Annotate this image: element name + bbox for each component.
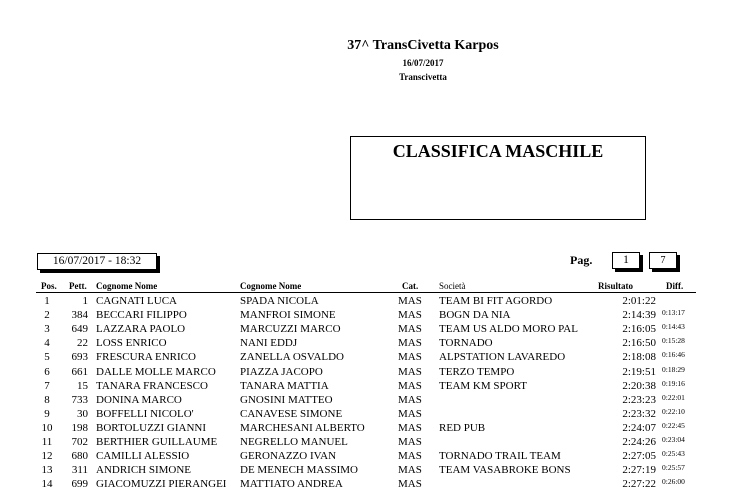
cell-pos: 10 — [41, 421, 53, 434]
cell-diff: 0:13:17 — [662, 308, 685, 318]
cell-diff: 0:18:29 — [662, 364, 685, 374]
cell-diff: 0:22:01 — [662, 392, 685, 402]
cell-cat: MAS — [398, 295, 422, 307]
cell-ris: 2:24:26 — [622, 436, 656, 448]
classification-title: CLASSIFICA MASCHILE — [392, 141, 604, 161]
cell-pett: 649 — [71, 323, 88, 336]
cell-nome1: DALLE MOLLE MARCO — [96, 365, 216, 378]
cell-pos: 9 — [44, 407, 50, 420]
cell-pos: 14 — [41, 478, 53, 491]
cell-diff: 0:19:16 — [662, 378, 685, 388]
cell-ris: 2:27:22 — [622, 478, 656, 491]
cell-ris: 2:14:39 — [622, 309, 656, 322]
cell-nome2: NANI EDDJ — [240, 337, 298, 350]
cell-ris: 2:19:51 — [622, 365, 656, 378]
cell-diff: 0:22:10 — [662, 406, 685, 416]
cell-cat: MAS — [398, 464, 422, 477]
classification-box — [350, 136, 646, 220]
cell-nome2: SPADA NICOLA — [240, 295, 319, 307]
cell-nome1: BERTHIER GUILLAUME — [96, 436, 218, 448]
cell-pos: 2 — [44, 309, 50, 322]
cell-cat: MAS — [398, 478, 422, 491]
cell-pos: 1 — [44, 295, 50, 307]
cell-nome1: LOSS ENRICO — [96, 337, 167, 350]
cell-pos: 7 — [44, 379, 50, 392]
col-ris: Risultato — [598, 281, 634, 291]
cell-nome1: CAMILLI ALESSIO — [96, 450, 190, 463]
cell-soc: TORNADO — [439, 337, 493, 350]
cell-pos: 6 — [44, 365, 50, 378]
cell-nome2: CANAVESE SIMONE — [240, 407, 343, 420]
cell-pett: 311 — [71, 464, 88, 477]
cell-pos: 8 — [44, 393, 50, 406]
print-datetime: 16/07/2017 - 18:32 — [37, 253, 157, 270]
cell-pos: 12 — [41, 450, 53, 463]
cell-pett: 30 — [77, 407, 88, 420]
cell-nome2: ZANELLA OSVALDO — [240, 351, 344, 364]
cell-pett: 661 — [71, 365, 88, 378]
cell-pett: 733 — [71, 393, 88, 406]
cell-cat: MAS — [398, 323, 422, 336]
cell-nome2: DE MENECH MASSIMO — [240, 464, 358, 477]
cell-pos: 3 — [44, 323, 50, 336]
cell-nome1: BOFFELLI NICOLO' — [96, 407, 194, 420]
cell-ris: 2:16:50 — [622, 337, 656, 350]
cell-nome1: TANARA FRANCESCO — [96, 379, 208, 392]
cell-nome2: MANFROI SIMONE — [240, 309, 336, 322]
table-row — [0, 407, 741, 421]
table-row — [0, 435, 741, 449]
col-cat: Cat. — [402, 281, 419, 291]
col-nome1: Cognome Nome — [96, 281, 158, 291]
page-current: 1 — [612, 252, 640, 269]
cell-ris: 2:23:32 — [622, 407, 656, 420]
table-row — [0, 308, 741, 322]
cell-cat: MAS — [398, 421, 422, 434]
cell-soc: TERZO TEMPO — [439, 365, 515, 378]
table-row — [0, 336, 741, 350]
table-row — [0, 463, 741, 477]
cell-ris: 2:27:05 — [622, 450, 656, 463]
table-row — [0, 350, 741, 364]
cell-diff: 0:22:45 — [662, 420, 685, 430]
cell-soc: BOGN DA NIA — [439, 309, 511, 322]
cell-ris: 2:01:22 — [622, 295, 656, 307]
table-row — [0, 365, 741, 379]
col-pos: Pos. — [41, 281, 57, 291]
cell-diff: 0:16:46 — [662, 350, 685, 360]
cell-nome2: TANARA MATTIA — [240, 379, 329, 392]
cell-ris: 2:23:23 — [622, 393, 656, 406]
race-title: 37^ TransCivetta Karpos — [347, 38, 499, 53]
cell-soc: ALPSTATION LAVAREDO — [439, 351, 566, 364]
race-date: 16/07/2017 — [402, 58, 444, 68]
table-row — [0, 477, 741, 491]
cell-ris: 2:18:08 — [622, 351, 656, 364]
cell-nome1: LAZZARA PAOLO — [96, 323, 186, 336]
table-row — [0, 449, 741, 463]
cell-nome1: ANDRICH SIMONE — [96, 464, 192, 477]
cell-pett: 384 — [71, 309, 88, 322]
cell-soc: TEAM BI FIT AGORDO — [439, 295, 553, 307]
page-label: Pag. — [570, 253, 593, 267]
col-soc: Società — [439, 281, 466, 291]
cell-nome2: MARCHESANI ALBERTO — [240, 421, 365, 434]
cell-diff: 0:23:04 — [662, 435, 685, 444]
table-row — [0, 294, 741, 308]
table-row — [0, 322, 741, 336]
cell-soc: TORNADO TRAIL TEAM — [439, 450, 561, 463]
col-nome2: Cognome Nome — [240, 281, 302, 291]
cell-pett: 1 — [82, 295, 88, 307]
cell-soc: RED PUB — [439, 421, 486, 434]
cell-cat: MAS — [398, 450, 422, 463]
table-row — [0, 421, 741, 435]
cell-pett: 198 — [71, 421, 88, 434]
col-pett: Pett. — [69, 281, 87, 291]
cell-diff: 0:26:00 — [662, 477, 685, 487]
cell-nome1: FRESCURA ENRICO — [96, 351, 196, 364]
cell-ris: 2:20:38 — [622, 379, 656, 392]
cell-pos: 4 — [44, 337, 50, 350]
cell-pett: 15 — [77, 379, 88, 392]
col-diff: Diff. — [666, 281, 684, 291]
cell-cat: MAS — [398, 379, 422, 392]
cell-nome2: GERONAZZO IVAN — [240, 450, 337, 463]
cell-nome2: GNOSINI MATTEO — [240, 393, 333, 406]
race-subtitle: Transcivetta — [399, 72, 447, 82]
cell-diff: 0:14:43 — [662, 322, 685, 332]
cell-ris: 2:27:19 — [622, 464, 656, 477]
cell-nome1: BORTOLUZZI GIANNI — [96, 421, 207, 434]
cell-cat: MAS — [398, 436, 422, 448]
page-total: 7 — [649, 252, 677, 269]
cell-pett: 702 — [71, 436, 88, 448]
cell-cat: MAS — [398, 393, 422, 406]
cell-nome2: PIAZZA JACOPO — [240, 365, 323, 378]
cell-pos: 11 — [41, 436, 53, 448]
cell-soc: TEAM KM SPORT — [439, 379, 527, 392]
cell-pett: 699 — [71, 478, 88, 491]
cell-nome2: NEGRELLO MANUEL — [240, 436, 348, 448]
cell-ris: 2:24:07 — [622, 421, 656, 434]
cell-cat: MAS — [398, 365, 422, 378]
cell-pos: 13 — [41, 464, 53, 477]
cell-diff: 0:25:43 — [662, 449, 685, 459]
cell-pett: 693 — [71, 351, 88, 364]
cell-nome1: DONINA MARCO — [96, 393, 182, 406]
cell-nome1: CAGNATI LUCA — [96, 295, 177, 307]
cell-pett: 22 — [77, 337, 88, 350]
cell-cat: MAS — [398, 309, 422, 322]
cell-pett: 680 — [71, 450, 88, 463]
cell-ris: 2:16:05 — [622, 323, 656, 336]
cell-nome1: BECCARI FILIPPO — [96, 309, 187, 322]
cell-nome2: MARCUZZI MARCO — [240, 323, 341, 336]
table-row — [0, 393, 741, 407]
header-divider — [36, 292, 696, 293]
cell-soc: TEAM VASABROKE BONS — [439, 464, 571, 477]
cell-cat: MAS — [398, 351, 422, 364]
cell-pos: 5 — [44, 351, 50, 364]
cell-nome2: MATTIATO ANDREA — [240, 478, 343, 491]
cell-cat: MAS — [398, 337, 422, 350]
table-row — [0, 379, 741, 393]
cell-diff: 0:15:28 — [662, 336, 685, 346]
cell-soc: TEAM US ALDO MORO PAL — [439, 323, 578, 336]
cell-cat: MAS — [398, 407, 422, 420]
cell-nome1: GIACOMUZZI PIERANGEI — [96, 478, 227, 491]
cell-diff: 0:25:57 — [662, 463, 685, 473]
